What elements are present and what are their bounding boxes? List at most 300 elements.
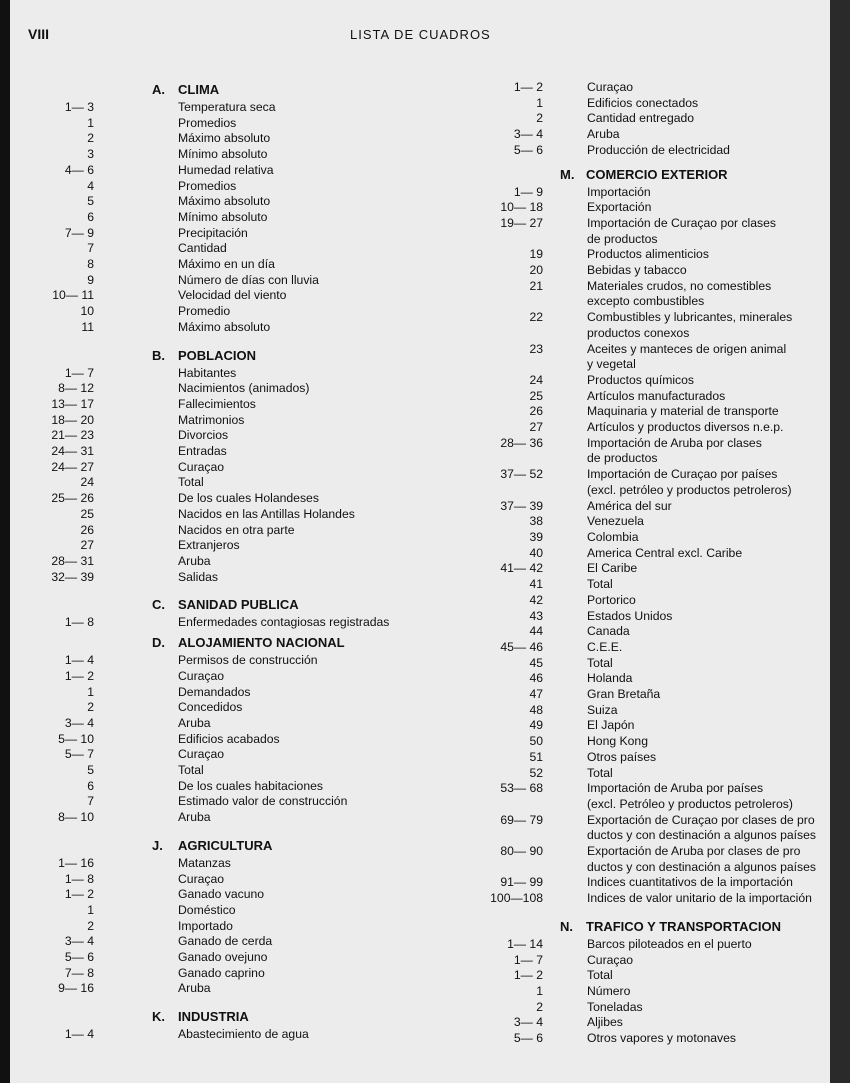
table-number-range: 24 <box>80 475 94 490</box>
table-list-entry <box>475 891 835 907</box>
table-title: Máximo en un día <box>178 257 275 272</box>
table-number-range: 26 <box>529 404 543 419</box>
table-number-range: 1 <box>536 983 543 998</box>
table-number-range: 37— 39 <box>500 498 543 513</box>
table-title: Importación de Curaçao por clases <box>587 215 777 230</box>
table-title: Aruba <box>178 981 211 996</box>
table-number-range: 1— 9 <box>513 184 543 199</box>
table-list-entry <box>30 669 430 685</box>
section-letter: A. <box>152 82 165 97</box>
table-list-entry <box>475 389 835 405</box>
table-number-range: 7 <box>87 794 94 809</box>
table-title: Mínimo absoluto <box>178 209 268 224</box>
table-list-entry <box>30 716 430 732</box>
table-title: Ganado de cerda <box>178 934 273 949</box>
table-list-entry <box>30 163 430 179</box>
table-list-entry <box>475 326 835 342</box>
table-title: Aruba <box>178 715 211 730</box>
table-title: Demandados <box>178 684 251 699</box>
table-list-entry <box>30 444 430 460</box>
table-number-range: 28— 36 <box>500 435 543 450</box>
table-title: Exportación de Curaçao por clases de pro <box>587 812 815 827</box>
table-list-entry <box>475 185 835 201</box>
table-list-entry <box>475 499 835 515</box>
table-title: América del sur <box>587 498 672 513</box>
table-number-range: 1— 2 <box>64 887 94 902</box>
table-list-entry <box>30 700 430 716</box>
table-list-entry <box>475 656 835 672</box>
table-list-entry <box>30 273 430 289</box>
table-list-entry <box>30 554 430 570</box>
table-title: Exportación de Aruba por clases de pro <box>587 844 801 859</box>
table-title: Suiza <box>587 702 618 717</box>
table-title: Humedad relativa <box>178 162 274 177</box>
section-heading <box>30 633 430 653</box>
table-number-range: 1— 3 <box>64 100 94 114</box>
table-list-entry <box>30 147 430 163</box>
table-list-entry <box>475 797 835 813</box>
table-list-entry <box>30 288 430 304</box>
table-number-range: 6 <box>87 209 94 224</box>
table-title: Matanzas <box>178 855 231 870</box>
table-title: Estimado valor de construcción <box>178 794 348 809</box>
table-list-entry <box>475 750 835 766</box>
table-number-range: 18— 20 <box>51 412 94 427</box>
table-list-entry <box>475 984 835 1000</box>
section-heading <box>30 80 430 100</box>
table-title: Máximo absoluto <box>178 131 271 146</box>
table-number-range: 46 <box>529 671 543 686</box>
table-number-range: 21— 23 <box>51 428 94 443</box>
table-list-entry <box>30 966 430 982</box>
table-list-entry <box>475 703 835 719</box>
table-list-entry <box>30 615 430 631</box>
table-title: Total <box>178 475 204 490</box>
table-number-range: 20 <box>529 263 543 278</box>
table-list-entry <box>475 937 835 953</box>
table-list-entry <box>475 216 835 232</box>
table-number-range: 7— 8 <box>64 965 94 980</box>
table-list-entry <box>475 247 835 263</box>
table-title: Importación de Aruba por países <box>587 781 764 796</box>
table-title: Fallecimientos <box>178 396 256 411</box>
table-list-entry <box>475 718 835 734</box>
table-number-range: 2 <box>87 131 94 146</box>
table-title: Enfermedades contagiosas registradas <box>178 615 390 630</box>
table-list-entry <box>475 279 835 295</box>
section-title: AGRICULTURA <box>178 837 273 853</box>
table-number-range: 1 <box>87 902 94 917</box>
table-list-entry <box>475 1000 835 1016</box>
table-list-entry <box>30 131 430 147</box>
table-number-range: 26 <box>80 522 94 537</box>
table-list-entry <box>30 779 430 795</box>
section-title: CLIMA <box>178 82 220 97</box>
table-list-entry <box>30 194 430 210</box>
table-number-range: 39 <box>529 529 543 544</box>
table-number-range: 41— 42 <box>500 561 543 576</box>
table-number-range: 11 <box>81 319 94 334</box>
table-title: Canada <box>587 624 630 639</box>
table-number-range: 100—108 <box>490 891 543 906</box>
table-number-range: 48 <box>529 702 543 717</box>
section-title: SANIDAD PUBLICA <box>178 597 299 613</box>
table-title: Extranjeros <box>178 538 240 553</box>
table-title: Entradas <box>178 444 227 459</box>
table-title: Número de días con lluvia <box>178 272 319 287</box>
table-title: de productos <box>587 231 658 246</box>
section-heading <box>30 1007 430 1027</box>
table-list-entry <box>475 781 835 797</box>
table-list-entry <box>30 732 430 748</box>
table-title: Promedios <box>178 115 237 130</box>
table-number-range: 1— 4 <box>64 653 94 668</box>
table-title: Total <box>587 968 613 983</box>
section-title: POBLACION <box>178 347 256 363</box>
table-list-entry <box>475 467 835 483</box>
table-title: Productos químicos <box>587 372 695 387</box>
table-title: Portorico <box>587 592 636 607</box>
table-title: Curaçao <box>178 747 225 762</box>
table-title: Holanda <box>587 671 633 686</box>
page-title: LISTA DE CUADROS <box>350 27 491 42</box>
table-number-range: 53— 68 <box>500 781 543 796</box>
table-number-range: 32— 39 <box>51 569 94 584</box>
table-number-range: 1— 16 <box>58 855 94 870</box>
table-list-entry <box>30 934 430 950</box>
table-number-range: 28— 31 <box>51 553 94 568</box>
table-list-entry <box>30 226 430 242</box>
table-number-range: 3— 4 <box>513 127 543 142</box>
table-list-entry <box>30 460 430 476</box>
table-number-range: 40 <box>529 545 543 560</box>
table-number-range: 52 <box>529 765 543 780</box>
table-list-entry <box>475 813 835 829</box>
table-list-entry <box>30 950 430 966</box>
table-title: Importación <box>587 184 651 199</box>
table-number-range: 1 <box>536 95 543 110</box>
table-title: Total <box>178 763 204 778</box>
table-list-entry <box>30 320 430 336</box>
section-title: ALOJAMIENTO NACIONAL <box>178 635 345 651</box>
section-letter: K. <box>152 1009 165 1025</box>
table-number-range: 4— 6 <box>64 162 94 177</box>
adjacent-page-edge <box>830 0 850 1083</box>
table-list-entry <box>475 127 835 143</box>
table-number-range: 37— 52 <box>500 467 543 482</box>
table-title: Nacimientos (animados) <box>178 381 310 396</box>
table-list-entry <box>30 179 430 195</box>
table-number-range: 8 <box>87 257 94 272</box>
table-title: Curaçao <box>587 952 634 967</box>
table-list-entry <box>30 241 430 257</box>
table-title: Cantidad entregado <box>587 111 695 126</box>
table-title: Importado <box>178 918 233 933</box>
section-title: COMERCIO EXTERIOR <box>586 166 728 182</box>
table-number-range: 4 <box>87 178 94 193</box>
table-title: Curaçao <box>178 871 225 886</box>
table-number-range: 19— 27 <box>500 215 543 230</box>
table-number-range: 1— 7 <box>513 952 543 967</box>
table-title: Mínimo absoluto <box>178 147 268 162</box>
table-list-entry <box>475 671 835 687</box>
table-number-range: 1 <box>87 115 94 130</box>
table-title: C.E.E. <box>587 639 623 654</box>
table-list-entry <box>30 210 430 226</box>
table-title: Barcos piloteados en el puerto <box>587 936 752 951</box>
table-number-range: 24 <box>529 372 543 387</box>
table-title: America Central excl. Caribe <box>587 545 743 560</box>
section-letter: C. <box>152 597 165 613</box>
left-column <box>30 80 430 1043</box>
table-list-entry <box>475 200 835 216</box>
table-number-range: 5— 6 <box>513 142 543 157</box>
table-list-entry <box>475 483 835 499</box>
table-list-entry <box>30 570 430 586</box>
table-title: Precipitación <box>178 225 248 240</box>
table-number-range: 45 <box>529 655 543 670</box>
table-list-entry <box>30 523 430 539</box>
table-title: Matrimonios <box>178 412 245 427</box>
table-title: Hong Kong <box>587 734 648 749</box>
table-title: Exportación <box>587 200 652 215</box>
table-number-range: 8— 12 <box>58 381 94 396</box>
table-title: Gran Bretaña <box>587 687 661 702</box>
table-title: Aceites y manteces de origen animal <box>587 341 787 356</box>
table-title: Combustibles y lubricantes, minerales <box>587 310 793 325</box>
table-number-range: 2 <box>536 111 543 126</box>
table-title: Permisos de construcción <box>178 653 318 668</box>
table-number-range: 8— 10 <box>58 810 94 825</box>
table-title: Ganado ovejuno <box>178 950 268 965</box>
table-title: Venezuela <box>587 514 644 529</box>
table-number-range: 22 <box>529 310 543 325</box>
table-number-range: 5 <box>87 763 94 778</box>
table-title: Velocidad del viento <box>178 288 287 303</box>
table-number-range: 25 <box>80 506 94 521</box>
table-title: Colombia <box>587 529 639 544</box>
table-number-range: 43 <box>529 608 543 623</box>
table-title: y vegetal <box>587 357 636 372</box>
table-title: Estados Unidos <box>587 608 673 623</box>
table-number-range: 6 <box>87 778 94 793</box>
table-list-entry <box>30 981 430 997</box>
table-list-entry <box>475 577 835 593</box>
table-list-entry <box>475 546 835 562</box>
table-number-range: 9— 16 <box>58 981 94 996</box>
table-title: Total <box>587 577 613 592</box>
table-number-range: 3— 4 <box>64 715 94 730</box>
table-number-range: 3— 4 <box>64 934 94 949</box>
table-title: Otros países <box>587 749 657 764</box>
table-list-entry <box>30 507 430 523</box>
table-number-range: 44 <box>529 624 543 639</box>
table-list-entry <box>475 828 835 844</box>
table-title: Aruba <box>178 553 211 568</box>
table-list-entry <box>30 763 430 779</box>
table-list-entry <box>475 875 835 891</box>
section-letter: B. <box>152 347 165 363</box>
table-number-range: 7— 9 <box>64 225 94 240</box>
table-list-entry <box>475 766 835 782</box>
table-number-range: 49 <box>529 718 543 733</box>
table-title: Máximo absoluto <box>178 194 271 209</box>
table-title: Promedio <box>178 304 231 319</box>
table-list-entry <box>30 381 430 397</box>
table-title: Indices cuantitativos de la importación <box>587 875 793 890</box>
table-list-entry <box>30 366 430 382</box>
table-number-range: 91— 99 <box>500 875 543 890</box>
table-list-entry <box>475 263 835 279</box>
table-title: (excl. petróleo y productos petroleros) <box>587 482 792 497</box>
table-title: De los cuales Holandeses <box>178 491 319 506</box>
table-title: Importación de Aruba por clases <box>587 435 762 450</box>
table-list-entry <box>475 530 835 546</box>
section-letter: N. <box>560 918 573 934</box>
table-title: Total <box>587 655 613 670</box>
table-title: Concedidos <box>178 700 243 715</box>
table-title: Edificios acabados <box>178 731 280 746</box>
table-title: Número <box>587 983 631 998</box>
table-list-entry <box>475 436 835 452</box>
table-list-entry <box>30 100 430 116</box>
table-list-entry <box>30 1027 430 1043</box>
right-column <box>475 80 835 1047</box>
table-number-range: 1— 14 <box>507 936 543 951</box>
table-title: Artículos y productos diversos n.e.p. <box>587 420 784 435</box>
table-list-entry <box>475 451 835 467</box>
table-title: Promedios <box>178 178 237 193</box>
section-heading <box>30 595 430 615</box>
table-title: Indices de valor unitario de la importación <box>587 891 812 906</box>
table-list-entry <box>475 609 835 625</box>
table-title: productos conexos <box>587 325 690 340</box>
table-list-entry <box>475 561 835 577</box>
table-title: Cantidad <box>178 241 227 256</box>
table-title: Nacidos en las Antillas Holandes <box>178 506 355 521</box>
table-list-entry <box>475 373 835 389</box>
table-list-entry <box>475 640 835 656</box>
table-list-entry <box>30 304 430 320</box>
table-title: Aljibes <box>587 1015 623 1030</box>
table-list-entry <box>475 357 835 373</box>
table-title: de productos <box>587 451 658 466</box>
table-number-range: 41 <box>529 577 543 592</box>
table-list-entry <box>475 734 835 750</box>
table-list-entry <box>475 593 835 609</box>
table-list-entry <box>475 143 835 159</box>
table-title: Divorcios <box>178 428 229 443</box>
table-title: Habitantes <box>178 365 237 380</box>
table-number-range: 10— 18 <box>500 200 543 215</box>
table-number-range: 47 <box>529 687 543 702</box>
table-list-entry <box>30 872 430 888</box>
page-number: VIII <box>28 26 50 42</box>
section-title: TRAFICO Y TRANSPORTACION <box>586 918 782 934</box>
table-list-entry <box>30 887 430 903</box>
table-list-entry <box>475 96 835 112</box>
table-number-range: 69— 79 <box>500 812 543 827</box>
table-number-range: 80— 90 <box>500 844 543 859</box>
table-title: ductos y con destinación a algunos países <box>587 828 817 843</box>
table-number-range: 13— 17 <box>51 396 94 411</box>
table-number-range: 1— 2 <box>513 80 543 94</box>
table-list-entry <box>475 1031 835 1047</box>
table-list-entry <box>475 514 835 530</box>
table-list-entry <box>30 413 430 429</box>
table-title: Producción de electricidad <box>587 142 730 157</box>
table-number-range: 3 <box>87 147 94 162</box>
table-list-entry <box>475 953 835 969</box>
table-number-range: 5— 6 <box>64 950 94 965</box>
table-number-range: 21 <box>529 278 543 293</box>
table-title: (excl. Petróleo y productos petroleros) <box>587 796 793 811</box>
table-title: Salidas <box>178 569 218 584</box>
table-number-range: 25— 26 <box>51 491 94 506</box>
table-title: Abastecimiento de agua <box>178 1027 309 1042</box>
table-list-entry <box>475 624 835 640</box>
table-title: El Japón <box>587 718 635 733</box>
table-list-entry <box>475 1015 835 1031</box>
table-title: Total <box>587 765 613 780</box>
table-number-range: 25 <box>529 388 543 403</box>
table-list-entry <box>30 428 430 444</box>
table-title: Edificios conectados <box>587 95 699 110</box>
document-page <box>10 0 830 1083</box>
table-title: Curaçao <box>178 668 225 683</box>
table-number-range: 2 <box>536 999 543 1014</box>
table-title: De los cuales habitaciones <box>178 778 323 793</box>
table-number-range: 1— 7 <box>64 365 94 380</box>
table-list-entry <box>30 747 430 763</box>
table-title: Maquinaria y material de transporte <box>587 404 779 419</box>
section-heading <box>30 836 430 856</box>
table-list-entry <box>475 80 835 96</box>
table-list-entry <box>30 475 430 491</box>
table-list-entry <box>475 420 835 436</box>
table-number-range: 23 <box>529 341 543 356</box>
section-heading <box>30 346 430 366</box>
table-number-range: 3— 4 <box>513 1015 543 1030</box>
table-number-range: 45— 46 <box>500 639 543 654</box>
table-list-entry <box>30 397 430 413</box>
table-number-range: 24— 31 <box>51 444 94 459</box>
table-list-entry <box>475 968 835 984</box>
table-number-range: 1— 8 <box>64 615 94 630</box>
section-letter: M. <box>560 166 575 182</box>
table-list-entry <box>30 903 430 919</box>
section-heading <box>475 917 835 937</box>
table-list-entry <box>475 860 835 876</box>
table-title: Bebidas y tabacco <box>587 263 687 278</box>
table-title: Aruba <box>587 127 620 142</box>
table-list-entry <box>30 257 430 273</box>
table-title: Ganado caprino <box>178 965 265 980</box>
table-number-range: 1— 2 <box>64 668 94 683</box>
table-title: Doméstico <box>178 902 236 917</box>
table-number-range: 2 <box>87 918 94 933</box>
table-number-range: 24— 27 <box>51 459 94 474</box>
table-number-range: 1— 8 <box>64 871 94 886</box>
table-list-entry <box>30 810 430 826</box>
section-heading <box>475 165 835 185</box>
table-number-range: 51 <box>529 749 543 764</box>
table-number-range: 5 <box>87 194 94 209</box>
table-title: Artículos manufacturados <box>587 388 726 403</box>
table-number-range: 5— 7 <box>64 747 94 762</box>
table-title: Máximo absoluto <box>178 319 271 334</box>
table-title: Temperatura seca <box>178 100 276 114</box>
